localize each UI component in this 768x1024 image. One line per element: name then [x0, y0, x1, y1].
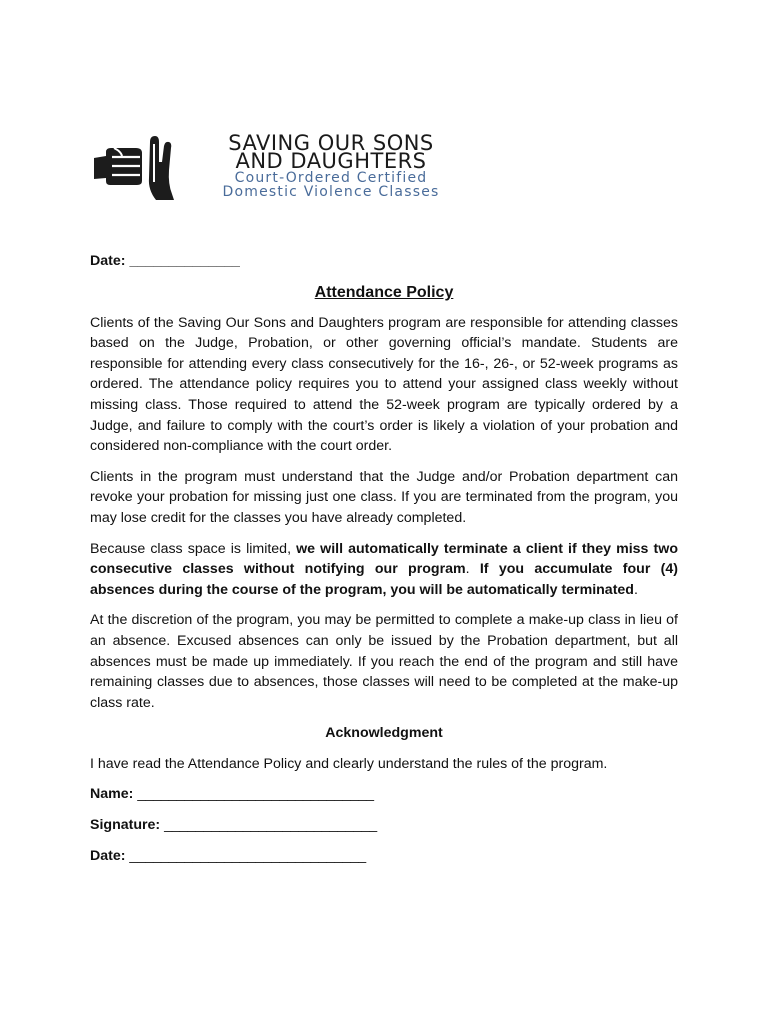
name-label: Name: [90, 786, 134, 803]
paragraph-4: At the discretion of the program, you may be permitted to complete a make-up class in lieu of an absence. Excused absences can only be issued by the Probation department, but all absences must be made up immediately. If you reach the end of the program and still have remaining classes due to absences, those classes will need to be completed at the make-up class rate. [90, 612, 678, 711]
acknowledgment-statement: I have read the Attendance Policy and clearly understand the rules of the program. [90, 755, 608, 772]
date-blank-bottom[interactable]: ______________________________ [125, 847, 367, 864]
name-field [90, 784, 678, 805]
date-blank[interactable]: ______________ [129, 253, 240, 269]
date-field-top [90, 251, 678, 272]
fist-and-open-hand-icon [92, 132, 188, 204]
paragraph-3-intro: Because class space is limited, [90, 540, 297, 557]
termination-rule-four-absences: If you accumulate four (4) absences during the course of the program, you will be automatically terminated [90, 561, 678, 598]
paragraph-1: Clients of the Saving Our Sons and Daughters program are responsible for attending classes based on the Judge, Probation, or other governing official’s mandate. Students are responsible for attending every class consecutively for the 16-, 26-, or 52-week programs as ordered. The attendance policy requires you to attend your assigned class weekly without missing class. Those required to attend the 52-week program are typically ordered by a Judge, and failure to comply with the court’s order is likely a violation of your probation and considered non-compliance with the court order. [90, 314, 678, 455]
paragraph-3-end: . [633, 581, 638, 598]
organization-logo [92, 132, 472, 204]
signature-field [90, 815, 678, 836]
logo-line-2: AND DAUGHTERS [235, 149, 427, 173]
paragraph-3-separator: . [465, 561, 480, 578]
termination-rule-consecutive: we will automatically terminate a client if they miss two consecutive classes without notifying our program [90, 540, 678, 578]
date-field-bottom [90, 846, 678, 867]
logo-text [196, 131, 466, 200]
date-label-bottom: Date: [90, 847, 126, 864]
logo-tagline-2: Domestic Violence Classes [222, 184, 440, 200]
paragraph-2: Clients in the program must understand that the Judge and/or Probation department can revoke your probation for missing just one class. If you are terminated from the program, you may lose credit for the classes you have already completed. [90, 468, 678, 526]
document-body [90, 251, 678, 876]
paragraph-3 [90, 539, 678, 601]
date-label: Date: [90, 253, 126, 269]
page-title: Attendance Policy [314, 283, 454, 301]
signature-blank[interactable]: ___________________________ [160, 817, 378, 834]
acknowledgment-heading: Acknowledgment [325, 725, 443, 742]
signature-label: Signature: [90, 817, 161, 834]
name-blank[interactable]: ______________________________ [133, 786, 375, 803]
logo-tagline-1: Court-Ordered Certified [234, 170, 428, 186]
logo-line-1: SAVING OUR SONS [228, 131, 434, 155]
